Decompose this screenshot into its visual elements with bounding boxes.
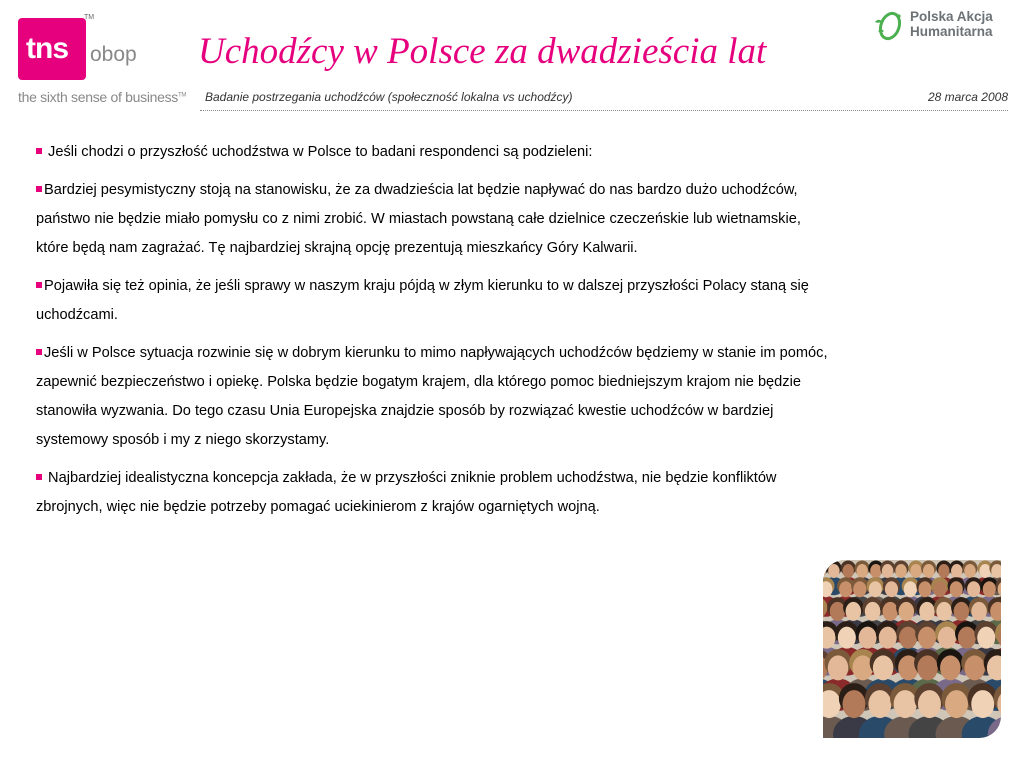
crowd-person-face (843, 690, 866, 718)
crowd-person-face (838, 627, 856, 649)
crowd-person-face (882, 602, 898, 621)
bullet-square-icon (36, 148, 42, 154)
crowd-person-face (919, 602, 935, 621)
bullet-paragraph (36, 464, 836, 522)
polska-akcja-humanitarna-logo (872, 8, 1022, 44)
crowd-person-face (899, 602, 915, 621)
crowd-person-face (842, 564, 853, 578)
crowd-person-face (951, 564, 962, 578)
crowd-person-face (936, 602, 952, 621)
crowd-person-face (879, 627, 897, 649)
slide-date: 28 marca 2008 (927, 90, 1008, 104)
pah-emblem-icon (872, 8, 906, 42)
tns-tagline (18, 89, 186, 105)
crowd-person-face (954, 602, 970, 621)
crowd-person-face (839, 581, 852, 597)
paragraph-text: Jeśli w Polsce sytuacja rozwinie się w dobrym kierunku to mimo napływających uchodźców będziemy w stanie im pomóc, zapewnić bezpieczeństwo i opiekę. Polska będzie bogatym krajem, dla którego pomoc biedniejszym krajom nie będzie stanowiła wyzwania. Do tego czasu Unia Europejska znajdzie sposób by rozwiązać kwestie uchodźców w bardziej systemowy sposób i my z niego skorzystamy. (36, 345, 828, 448)
crowd-person-face (950, 581, 963, 597)
crowd-person-face (859, 627, 877, 649)
crowd-person-face (933, 581, 946, 597)
crowd-person-face (868, 690, 891, 718)
slide-subtitle: Badanie postrzegania uchodźców (społeczność lokalna vs uchodźcy) (205, 90, 573, 104)
pah-line-2: Humanitarna (910, 24, 993, 39)
pah-line-1: Polska Akcja (910, 9, 993, 24)
crowd-image (823, 560, 1001, 738)
crowd-person-face (940, 655, 961, 680)
crowd-person-face (983, 581, 996, 597)
crowd-person-face (830, 602, 846, 621)
bullet-paragraph (36, 176, 836, 263)
crowd-person-face (852, 655, 873, 680)
crowd-person-face (958, 627, 976, 649)
crowd-person-face (917, 655, 938, 680)
crowd-person-face (918, 581, 931, 597)
paragraph-text: Jeśli chodzi o przyszłość uchodźstwa w Polsce to badani respondenci są podzieleni: (44, 144, 593, 160)
crowd-person-face (971, 690, 994, 718)
paragraph-text: Pojawiła się też opinia, że jeśli sprawy w naszym kraju pójdą w złym kierunku to w dalszej przyszłości Polacy staną się uchodźcami. (36, 278, 809, 323)
crowd-person-face (967, 581, 980, 597)
crowd-person-face (910, 564, 921, 578)
bullet-square-icon (36, 474, 42, 480)
tagline-text: the sixth sense of business (18, 89, 178, 105)
bullet-paragraph (36, 138, 836, 167)
crowd-person-face (856, 564, 867, 578)
crowd-photo (823, 560, 1001, 738)
crowd-person-face (964, 655, 985, 680)
crowd-person-face (882, 564, 893, 578)
paragraph-text: Najbardziej idealistyczna koncepcja zakłada, że w przyszłości zniknie problem uchodźstwa, nie będzie konfliktów zbrojnych, więc nie będzie potrzeby pomagać uciekinierom z krajów ogarniętych wojną. (36, 470, 777, 515)
crowd-person-face (979, 564, 990, 578)
crowd-person-face (938, 627, 956, 649)
crowd-person-face (873, 655, 894, 680)
crowd-person-face (828, 655, 849, 680)
crowd-person-face (945, 690, 968, 718)
crowd-person-face (977, 627, 995, 649)
crowd-person-face (869, 581, 882, 597)
tns-logo-text: tns (26, 32, 68, 65)
crowd-person-face (938, 564, 949, 578)
crowd-person-face (899, 627, 917, 649)
crowd-person-face (918, 627, 936, 649)
crowd-person-face (865, 602, 881, 621)
bullet-square-icon (36, 349, 42, 355)
crowd-person-face (885, 581, 898, 597)
bullet-paragraph (36, 339, 836, 455)
bullet-paragraph (36, 272, 836, 330)
crowd-person-face (918, 690, 941, 718)
crowd-person-face (964, 564, 975, 578)
crowd-person-face (904, 581, 917, 597)
crowd-person-face (894, 690, 917, 718)
paragraph-text: Bardziej pesymistyczny stoją na stanowisku, że za dwadzieścia lat będzie napływać do nas bardzo dużo uchodźców, państwo nie będzie miało pomysłu co z nimi zrobić. W miastach powstaną całe dzielnice czeczeńskie lub wietnamskie, które będą nam zagrażać. Tę najbardziej skrajną opcję prezentują mieszkańcy Góry Kalwarii. (36, 182, 801, 256)
crowd-person-face (846, 602, 862, 621)
crowd-person-face (971, 602, 987, 621)
crowd-person-face (895, 564, 906, 578)
tagline-trademark: TM (178, 92, 187, 99)
tns-logo-trademark: TM (84, 14, 95, 21)
crowd-person-face (923, 564, 934, 578)
header-divider (200, 110, 1008, 111)
crowd-person-face (853, 581, 866, 597)
bullet-square-icon (36, 282, 42, 288)
slide-title: Uchodźcy w Polsce za dwadzieścia lat (198, 31, 767, 72)
pah-logo-text (910, 9, 993, 39)
slide-body (36, 138, 836, 531)
crowd-person-face (828, 564, 839, 578)
bullet-square-icon (36, 186, 42, 192)
obop-logo-text: obop (90, 43, 137, 66)
crowd-person-face (870, 564, 881, 578)
